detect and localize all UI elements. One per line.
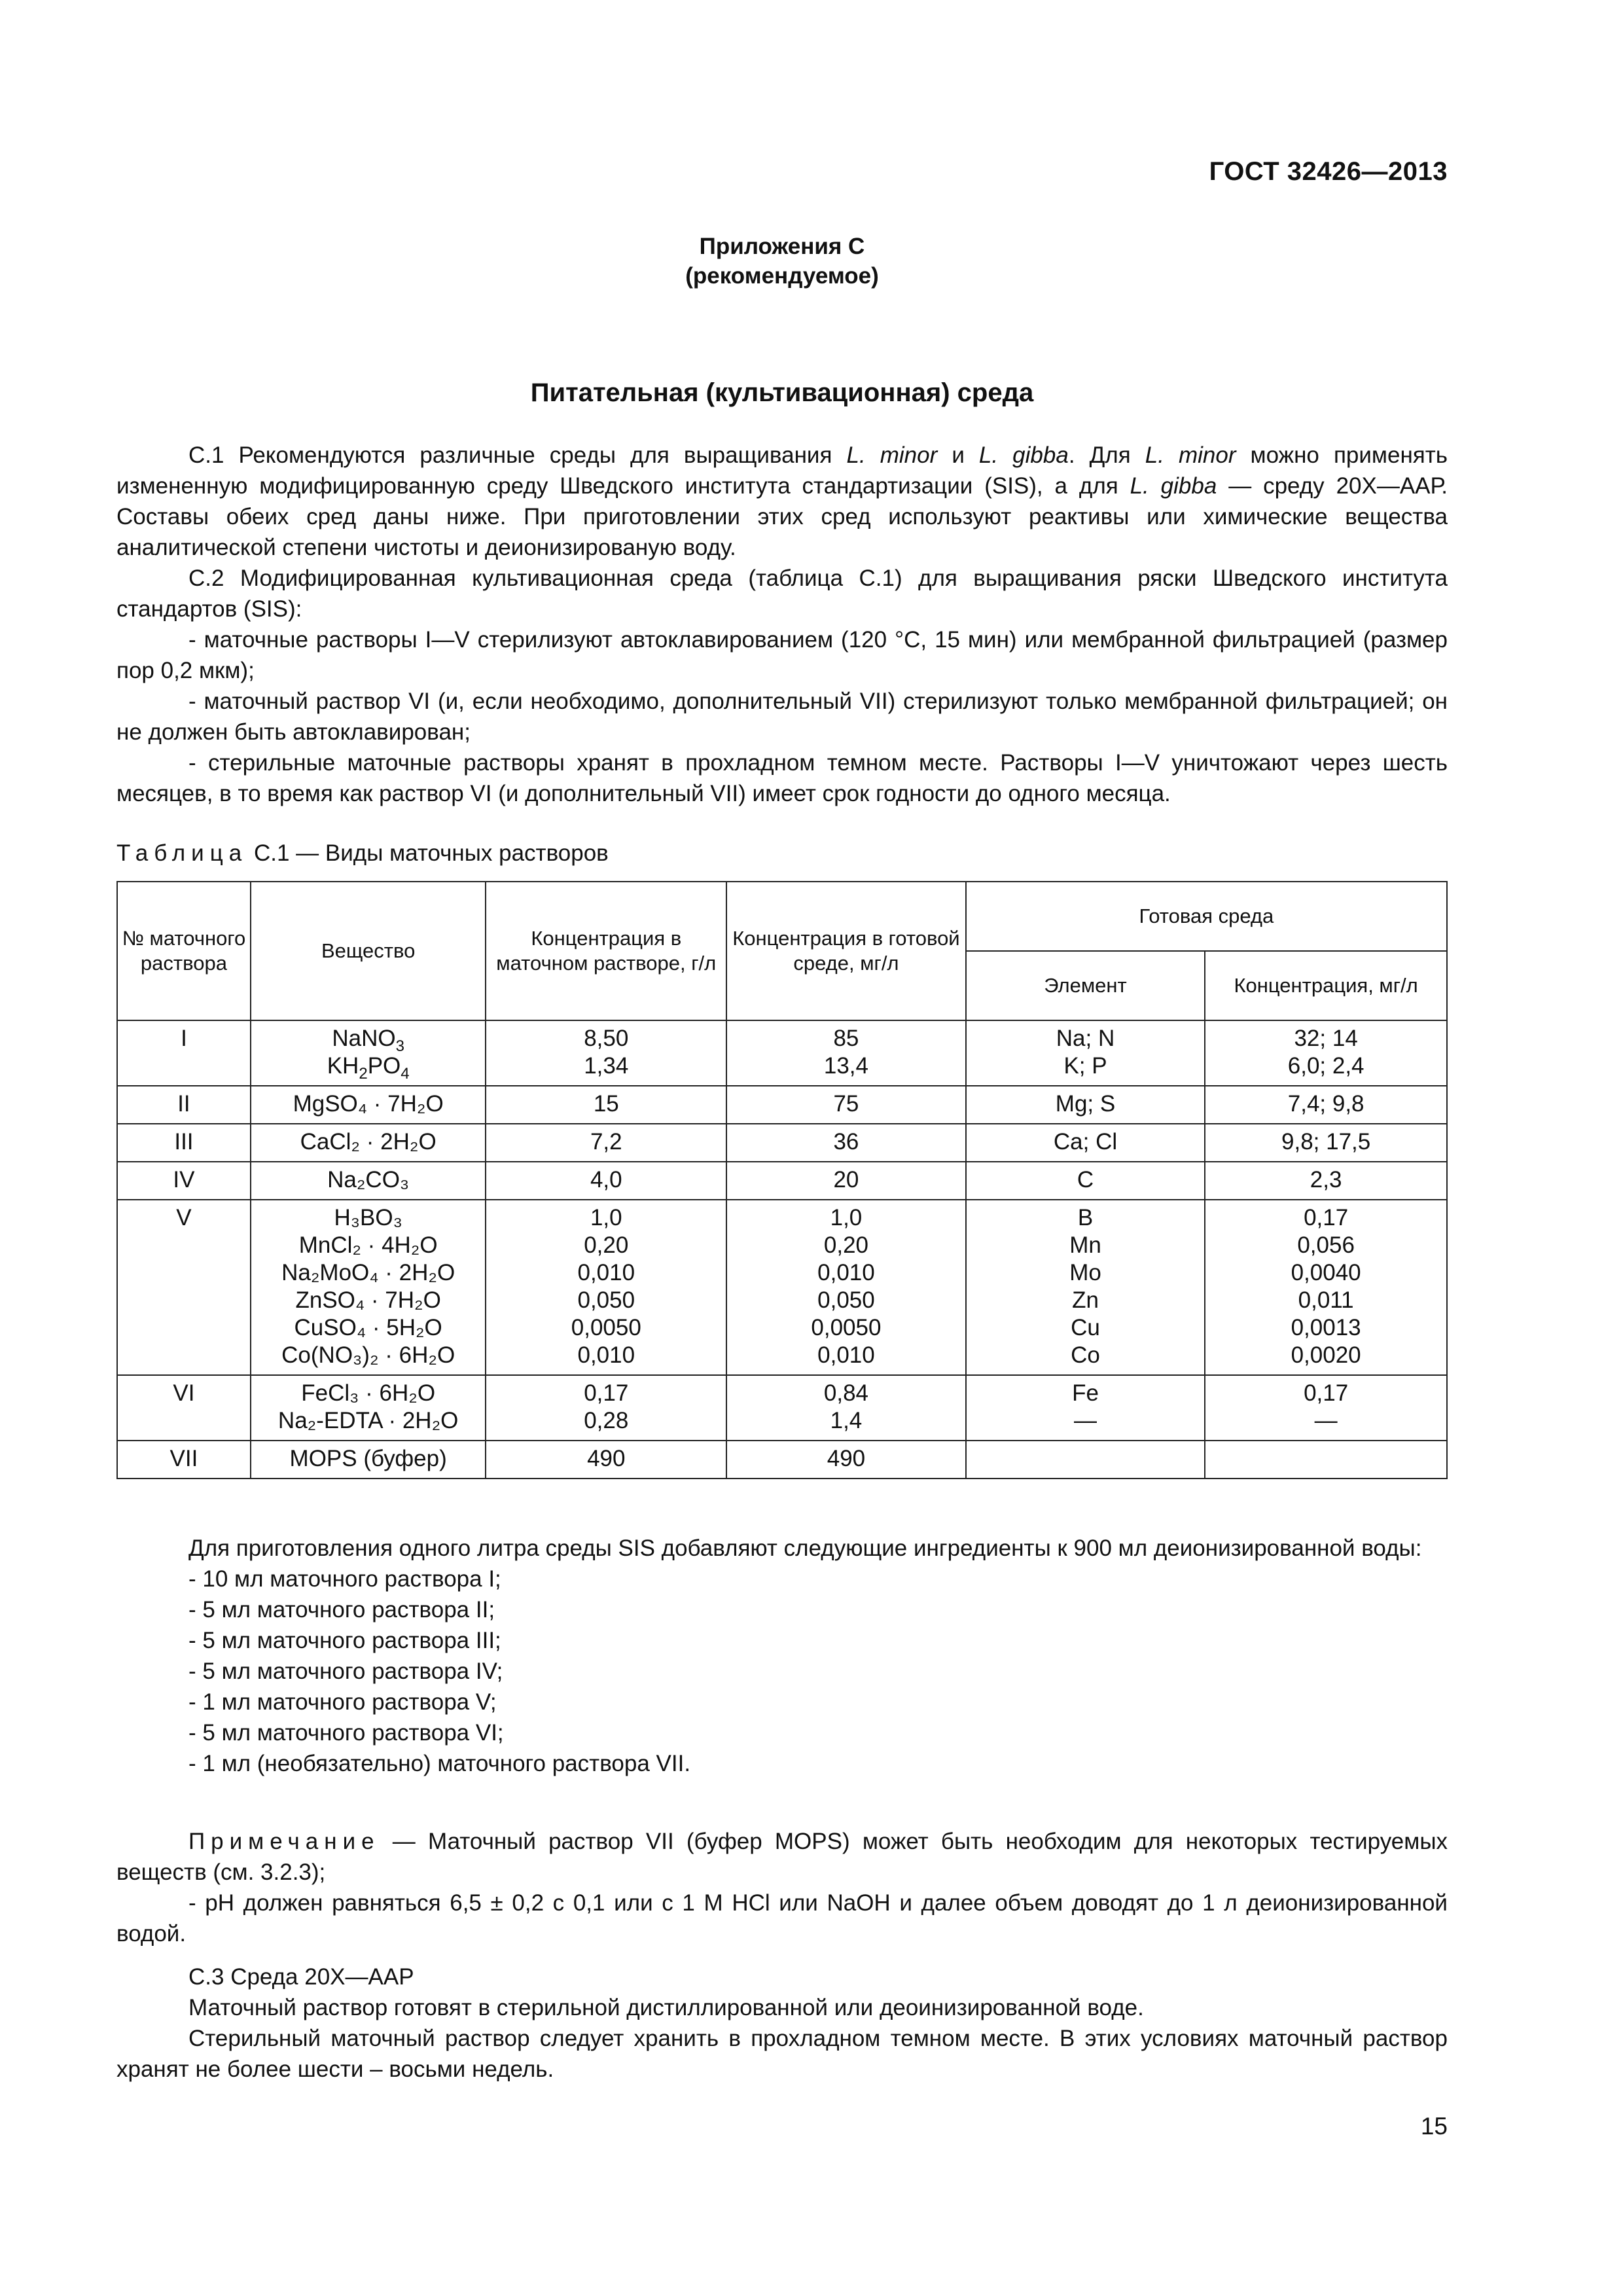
cell-conc-stock: 4,0 bbox=[486, 1162, 726, 1200]
header-conc-final: Концентрация в готовой среде, мг/л bbox=[726, 882, 966, 1020]
cell-conc-mgl: 0,17 — bbox=[1205, 1375, 1447, 1441]
cell-conc-stock: 490 bbox=[486, 1441, 726, 1479]
note-paragraph: Примечание — Маточный раствор VII (буфер MOPS) может быть необходим для некоторых тестируемых веществ (см. 3.2.3); bbox=[116, 1829, 1448, 1885]
cell-num: I bbox=[117, 1020, 251, 1086]
cell-substance: Na₂CO₃ bbox=[251, 1162, 486, 1200]
header-num: № маточного раствора bbox=[117, 882, 251, 1020]
cell-substance: MOPS (буфер) bbox=[251, 1441, 486, 1479]
cell-substance: NaNO$_3$ $KH_2PO_4$ bbox=[251, 1020, 486, 1086]
cell-conc-mgl: 32; 14 6,0; 2,4 bbox=[1205, 1020, 1447, 1086]
cell-conc-stock: 7,2 bbox=[486, 1124, 726, 1162]
table-row bbox=[117, 1200, 1447, 1375]
cell-conc-stock: 8,50 1,34 bbox=[486, 1020, 726, 1086]
cell-substance: MgSO₄ · 7H₂O bbox=[251, 1086, 486, 1124]
c3-title: С.3 Среда 20Х—ААР bbox=[188, 1964, 414, 1990]
cell-conc-final: 85 13,4 bbox=[726, 1020, 966, 1086]
table-caption: Таблица С.1 — Виды маточных растворов bbox=[116, 840, 609, 866]
header-element: Элемент bbox=[966, 951, 1205, 1020]
list-item: - 1 мл маточного раствора V; bbox=[188, 1689, 497, 1715]
cell-conc-mgl: 7,4; 9,8 bbox=[1205, 1086, 1447, 1124]
cell-element: Fe — bbox=[966, 1375, 1205, 1441]
list-item: - 1 мл (необязательно) маточного раствора VII. bbox=[188, 1751, 691, 1776]
table-row bbox=[117, 1441, 1447, 1479]
cell-substance: FeCl₃ · 6H₂O Na₂-EDTA · 2H₂O bbox=[251, 1375, 486, 1441]
paragraph-c2: С.2 Модифицированная культивационная среда (таблица С.1) для выращивания ряски Шведского института стандартов (SIS): bbox=[116, 565, 1448, 622]
ph-paragraph: - pH должен равняться 6,5 ± 0,2 с 0,1 или с 1 М HCl или NaOH и далее объем доводят до 1 л деионизированной водой. bbox=[116, 1890, 1448, 1946]
header-conc-mgl: Концентрация, мг/л bbox=[1205, 951, 1447, 1020]
cell-element: Na; N K; P bbox=[966, 1020, 1205, 1086]
cell-element: Ca; Cl bbox=[966, 1124, 1205, 1162]
header-substance: Вещество bbox=[251, 882, 486, 1020]
page-number: 15 bbox=[1420, 2113, 1448, 2140]
c3-paragraph-1: Маточный раствор готовят в стерильной дистиллированной или деоинизированной воде. bbox=[188, 1995, 1144, 2020]
cell-conc-final: 36 bbox=[726, 1124, 966, 1162]
list-item: - 5 мл маточного раствора II; bbox=[188, 1597, 495, 1623]
list-item: - 5 мл маточного раствора VI; bbox=[188, 1720, 504, 1746]
cell-num: V bbox=[117, 1200, 251, 1375]
header-ready-medium: Готовая среда bbox=[966, 882, 1447, 951]
table-row bbox=[117, 1020, 1447, 1086]
cell-conc-final: 490 bbox=[726, 1441, 966, 1479]
cell-conc-mgl bbox=[1205, 1441, 1447, 1479]
table-row bbox=[117, 1162, 1447, 1200]
cell-element: Mg; S bbox=[966, 1086, 1205, 1124]
paragraph-c1: С.1 Рекомендуются различные среды для выращивания L. minor и L. gibba. Для L. minor можно применять измененную модифицированную среду Шведского института стандартизации (SIS), а для L. gibba — среду 20Х—ААР. Составы обеих сред даны ниже. При приготовлении этих сред используют реактивы или химические вещества аналитической степени чистоты и деионизированую воду. bbox=[116, 442, 1448, 560]
intro-text bbox=[116, 440, 1448, 809]
cell-conc-mgl: 9,8; 17,5 bbox=[1205, 1124, 1447, 1162]
list-item: - 5 мл маточного раствора IV; bbox=[188, 1659, 503, 1684]
list-item: - 5 мл маточного раствора III; bbox=[188, 1628, 501, 1653]
standard-code: ГОСТ 32426—2013 bbox=[1209, 157, 1448, 186]
cell-conc-mgl: 2,3 bbox=[1205, 1162, 1447, 1200]
preparation-text bbox=[116, 1533, 1448, 1779]
cell-num: VII bbox=[117, 1441, 251, 1479]
annex-title: Приложения С bbox=[699, 234, 865, 259]
c3-text bbox=[116, 1962, 1448, 2085]
cell-num: III bbox=[117, 1124, 251, 1162]
cell-element: B Mn Mo Zn Cu Co bbox=[966, 1200, 1205, 1375]
cell-conc-stock: 15 bbox=[486, 1086, 726, 1124]
header-conc-stock: Концентрация в маточном растворе, г/л bbox=[486, 882, 726, 1020]
table-row bbox=[117, 1086, 1447, 1124]
table-row bbox=[117, 1124, 1447, 1162]
paragraph-dash-3: - стерильные маточные растворы хранят в прохладном темном месте. Растворы I—V уничтожают через шесть месяцев, в то время как раствор VI (и дополнительный VII) имеет срок годности до одного месяца. bbox=[116, 750, 1448, 806]
section-title: Питательная (культивационная) среда bbox=[530, 378, 1034, 407]
note-text bbox=[116, 1826, 1448, 1949]
cell-conc-final: 1,0 0,20 0,010 0,050 0,0050 0,010 bbox=[726, 1200, 966, 1375]
cell-conc-stock: 0,17 0,28 bbox=[486, 1375, 726, 1441]
annex-status: (рекомендуемое) bbox=[685, 263, 879, 289]
cell-conc-stock: 1,0 0,20 0,010 0,050 0,0050 0,010 bbox=[486, 1200, 726, 1375]
document-page bbox=[116, 0, 1448, 2296]
cell-conc-final: 20 bbox=[726, 1162, 966, 1200]
cell-element: C bbox=[966, 1162, 1205, 1200]
cell-num: IV bbox=[117, 1162, 251, 1200]
cell-conc-final: 75 bbox=[726, 1086, 966, 1124]
cell-substance: H₃BO₃ MnCl₂ · 4H₂O Na₂MoO₄ · 2H₂O ZnSO₄ · 7H₂O CuSO₄ · 5H₂O Co(NO₃)₂ · 6H₂O bbox=[251, 1200, 486, 1375]
paragraph-dash-2: - маточный раствор VI (и, если необходимо, дополнительный VII) стерилизуют только мембранной фильтрацией; он не должен быть автоклавирован; bbox=[116, 689, 1448, 745]
cell-conc-mgl: 0,17 0,056 0,0040 0,011 0,0013 0,0020 bbox=[1205, 1200, 1447, 1375]
paragraph-dash-1: - маточные растворы I—V стерилизуют автоклавированием (120 °С, 15 мин) или мембранной фильтрацией (размер пор 0,2 мкм); bbox=[116, 627, 1448, 683]
cell-substance: CaCl₂ · 2H₂O bbox=[251, 1124, 486, 1162]
stock-solutions-table bbox=[116, 881, 1448, 1479]
cell-num: VI bbox=[117, 1375, 251, 1441]
c3-paragraph-2: Стерильный маточный раствор следует хранить в прохладном темном месте. В этих условиях маточный раствор хранят не более шести – восьми недель. bbox=[116, 2026, 1448, 2082]
cell-conc-final: 0,84 1,4 bbox=[726, 1375, 966, 1441]
cell-num: II bbox=[117, 1086, 251, 1124]
list-item: - 10 мл маточного раствора I; bbox=[188, 1566, 501, 1592]
preparation-paragraph: Для приготовления одного литра среды SIS добавляют следующие ингредиенты к 900 мл деионизированной воды: bbox=[188, 1535, 1422, 1561]
table-row bbox=[117, 1375, 1447, 1441]
cell-element bbox=[966, 1441, 1205, 1479]
